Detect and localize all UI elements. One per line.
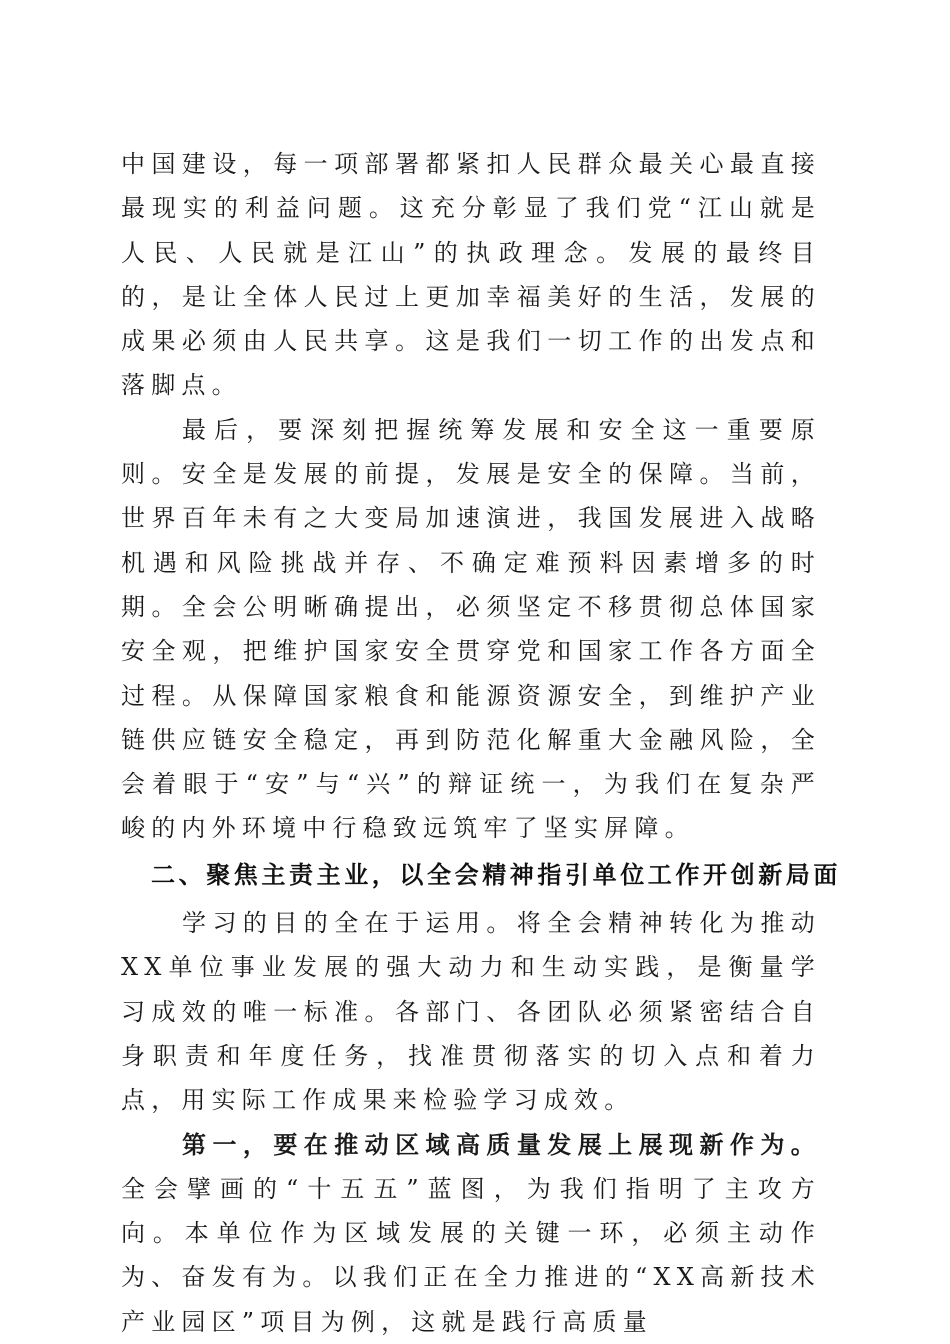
paragraph-first-point	[121, 1123, 821, 1344]
paragraph-text: 中国建设，每一项部署都紧扣人民群众最关心最直接最现实的利益问题。这充分彰显了我们党“江山就是人民、人民就是江山”的执政理念。发展的最终目的，是让全体人民过上更加幸福美好的生活，发展的成果必须由人民共享。这是我们一切工作的出发点和落脚点。	[121, 150, 821, 400]
paragraph-learning-application	[121, 901, 821, 1122]
paragraph-text: 最后，要深刻把握统筹发展和安全这一重要原则。安全是发展的前提，发展是安全的保障。当前，世界百年未有之大变局加速演进，我国发展进入战略机遇和风险挑战并存、不确定难预料因素增多的时期。全会公明晰确提出，必须坚定不移贯彻总体国家安全观，把维护国家安全贯穿党和国家工作各方面全过程。从保障国家粮食和能源资源安全，到维护产业链供应链安全稳定，再到防范化解重大金融风险，全会着眼于“安”与“兴”的辩证统一，为我们在复杂严峻的内外环境中行稳致远筑牢了坚实屏障。	[121, 415, 821, 843]
section-heading-two: 二、聚焦主责主业，以全会精神指引单位工作开创新局面	[151, 860, 841, 889]
paragraph-development-security	[121, 408, 821, 851]
paragraph-text: 全会擘画的“十五五”蓝图，为我们指明了主攻方向。本单位作为区域发展的关键一环，必须主动作为、奋发有为。以我们正在全力推进的“XX高新技术产业园区”项目为例，这就是践行高质量	[121, 1174, 821, 1336]
paragraph-text: 学习的目的全在于运用。将全会精神转化为推动XX单位事业发展的强大动力和生动实践，是衡量学习成效的唯一标准。各部门、各团队必须紧密结合自身职责和年度任务，找准贯彻落实的切入点和着力点，用实际工作成果来检验学习成效。	[121, 909, 821, 1115]
document-page	[121, 142, 841, 1344]
paragraph-people-centered	[121, 142, 821, 408]
paragraph-lead-bold: 第一，要在推动区域高质量发展上展现新作为。	[182, 1129, 821, 1159]
